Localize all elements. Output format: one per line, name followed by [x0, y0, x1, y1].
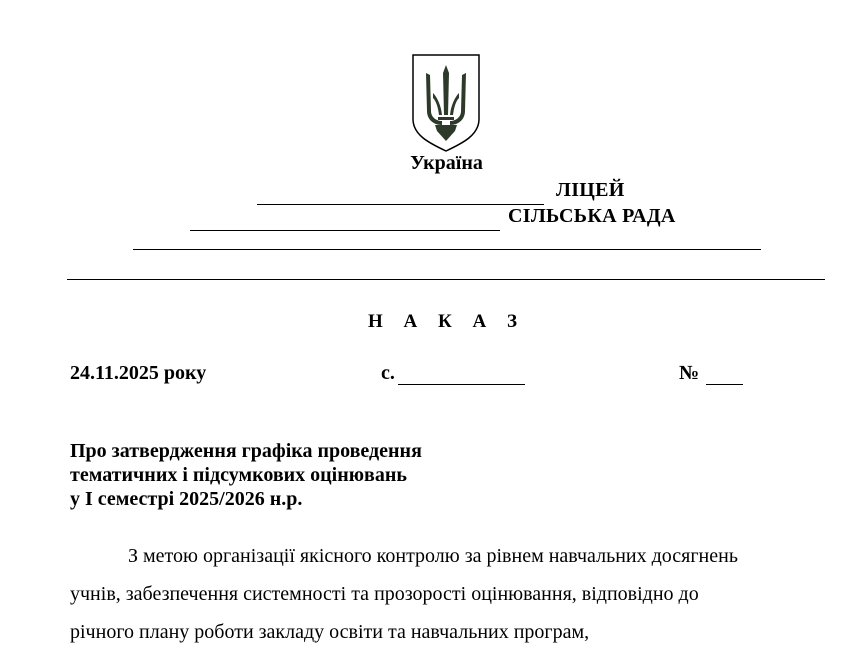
org-type-lyceum: ЛІЦЕЙ — [556, 179, 625, 201]
ukraine-trident-icon — [411, 53, 481, 153]
org-name-blank-line — [257, 204, 544, 205]
body-line: З метою організації якісного контролю за рівнем навчальних досягнень — [128, 545, 738, 567]
subject-line: тематичних і підсумкових оцінювань — [70, 464, 407, 486]
document-date: 24.11.2025 року — [70, 362, 207, 384]
region-blank-line — [133, 249, 761, 250]
body-line: учнів, забезпечення системності та прозорості оцінювання, відповідно до — [70, 583, 699, 605]
body-line: річного плану роботи закладу освіти та навчальних програм, — [70, 621, 590, 643]
council-name-blank-line — [190, 230, 500, 231]
document-type: Н А К А З — [367, 311, 526, 332]
document-place-prefix: с. — [381, 362, 395, 384]
country-name: Україна — [410, 152, 483, 174]
document-subject — [70, 439, 422, 511]
header-separator — [67, 279, 825, 280]
subject-line: у І семестрі 2025/2026 н.р. — [70, 488, 303, 510]
document-body — [70, 537, 738, 651]
org-type-council: СІЛЬСЬКА РАДА — [508, 205, 676, 227]
document-number-prefix: № — [679, 362, 700, 384]
subject-line: Про затвердження графіка проведення — [70, 440, 422, 462]
place-blank-line — [398, 384, 525, 385]
number-blank-line — [706, 384, 743, 385]
